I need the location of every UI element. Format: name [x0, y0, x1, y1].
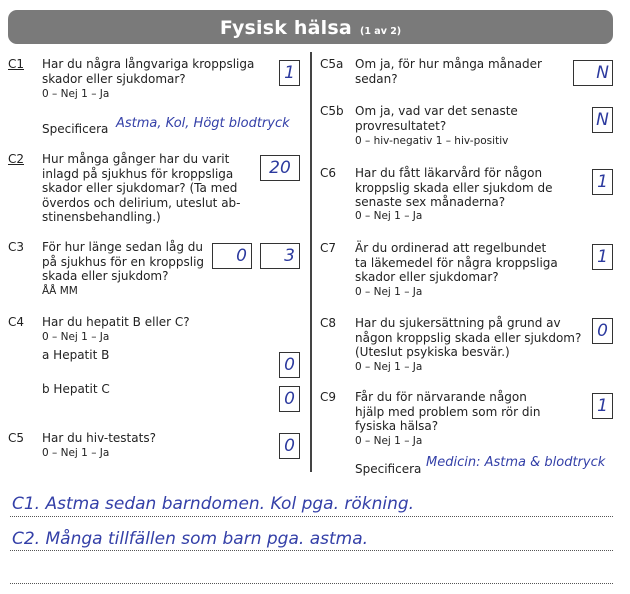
answer-box-c7[interactable]: 1 — [592, 244, 613, 270]
question-code-c9: C9 — [320, 390, 337, 404]
specify-answer-c1[interactable]: Astma, Kol, Högt blodtryck — [116, 116, 290, 131]
options-c9: 0 – Nej 1 – Ja — [355, 435, 423, 447]
answer-box-c5b[interactable]: N — [592, 107, 613, 133]
question-c6-line1: Har du fått läkarvård för någon — [355, 166, 543, 180]
answer-box-c4b[interactable]: 0 — [279, 386, 300, 412]
units-c3: ÅÅ MM — [42, 285, 78, 297]
answer-box-c2[interactable]: 20 — [260, 155, 300, 181]
question-c5b-line1: Om ja, vad var det senaste — [355, 104, 518, 118]
question-code-c6: C6 — [320, 166, 337, 180]
question-c2-line4: överdos och delirium, uteslut ab- — [42, 195, 241, 210]
question-c3-line1: För hur länge sedan låg du — [42, 240, 203, 254]
answer-box-c6[interactable]: 1 — [592, 169, 613, 195]
question-code-c7: C7 — [320, 241, 337, 255]
options-c7: 0 – Nej 1 – Ja — [355, 286, 423, 298]
question-c5a-line2: sedan? — [355, 71, 398, 86]
column-divider — [310, 52, 312, 472]
question-c8-line1: Har du sjukersättning på grund av — [355, 316, 561, 330]
question-c5-line1: Har du hiv-testats? — [42, 431, 156, 445]
question-c2-line2: inlagd på sjukhus för kroppsliga — [42, 166, 234, 181]
question-c4-line1: Har du hepatit B eller C? — [42, 315, 190, 329]
question-code-c3: C3 — [8, 240, 25, 254]
note-line-3 — [10, 583, 613, 584]
question-c7-line2: ta läkemedel för några kroppsliga — [355, 255, 558, 270]
question-code-c8: C8 — [320, 316, 337, 330]
question-code-c5a: C5a — [320, 57, 344, 71]
question-c1-line1: Har du några långvariga kroppsliga — [42, 57, 255, 71]
question-c7-line1: Är du ordinerad att regelbundet — [355, 241, 547, 255]
answer-box-c4a[interactable]: 0 — [279, 352, 300, 378]
question-c1-line2: skador eller sjukdomar? — [42, 71, 186, 86]
answer-box-c5a[interactable]: N — [573, 60, 613, 86]
question-c2-line1: Hur många gånger har du varit — [42, 152, 230, 166]
specify-label-c9: Specificera — [355, 462, 422, 476]
answer-box-c1[interactable]: 1 — [279, 60, 300, 86]
question-code-c2: C2 — [8, 152, 25, 166]
options-c4: 0 – Nej 1 – Ja — [42, 331, 110, 343]
question-c8-line3: (Uteslut psykiska besvär.) — [355, 345, 510, 360]
options-c6: 0 – Nej 1 – Ja — [355, 210, 423, 222]
specify-label-c1: Specificera — [42, 122, 109, 136]
question-c8-line2: någon kroppslig skada eller sjukdom? — [355, 330, 582, 345]
options-c1: 0 – Nej 1 – Ja — [42, 88, 110, 100]
sub-label-c4b: b Hepatit C — [42, 382, 110, 396]
question-code-c4: C4 — [8, 315, 25, 329]
answer-box-c3-months[interactable]: 3 — [260, 243, 300, 269]
question-c6-line2: kroppslig skada eller sjukdom de — [355, 180, 553, 195]
question-c9-line3: fysiska hälsa? — [355, 419, 439, 434]
note-line-1 — [10, 516, 613, 517]
options-c8: 0 – Nej 1 – Ja — [355, 361, 423, 373]
section-header — [8, 10, 613, 44]
answer-box-c9[interactable]: 1 — [592, 393, 613, 419]
question-c5b-line2: provresultatet? — [355, 118, 447, 133]
note-line-2 — [10, 550, 613, 551]
answer-box-c8[interactable]: 0 — [592, 318, 613, 344]
question-c3-line2: på sjukhus för en kroppslig — [42, 254, 205, 269]
options-c5b: 0 – hiv-negativ 1 – hiv-positiv — [355, 135, 509, 147]
question-code-c5b: C5b — [320, 104, 344, 118]
question-c6-line3: senaste sex månaderna? — [355, 195, 506, 210]
sub-label-c4a: a Hepatit B — [42, 348, 110, 362]
question-c5a-line1: Om ja, för hur många månader — [355, 57, 542, 71]
question-c9-line2: hjälp med problem som rör din — [355, 404, 541, 419]
note-line-1-text[interactable]: C1. Astma sedan barndomen. Kol pga. rökning. — [12, 494, 415, 514]
question-code-c1: C1 — [8, 57, 25, 71]
answer-box-c3-years[interactable]: 0 — [212, 243, 252, 269]
question-c7-line3: skador eller sjukdomar? — [355, 270, 499, 285]
question-c2-line5: stinensbehandling.) — [42, 210, 161, 225]
answer-box-c5[interactable]: 0 — [279, 433, 300, 459]
question-c3-line3: skada eller sjukdom? — [42, 269, 169, 284]
section-title: Fysisk hälsa — [219, 17, 352, 39]
note-line-2-text[interactable]: C2. Många tillfällen som barn pga. astma. — [12, 529, 369, 549]
question-c2-line3: skador eller sjukdomar? (Ta med — [42, 181, 238, 196]
question-c9-line1: Får du för närvarande någon — [355, 390, 527, 404]
options-c5: 0 – Nej 1 – Ja — [42, 447, 110, 459]
question-code-c5: C5 — [8, 431, 25, 445]
specify-answer-c9[interactable]: Medicin: Astma & blodtryck — [426, 455, 606, 470]
section-subtitle: (1 av 2) — [360, 26, 402, 37]
